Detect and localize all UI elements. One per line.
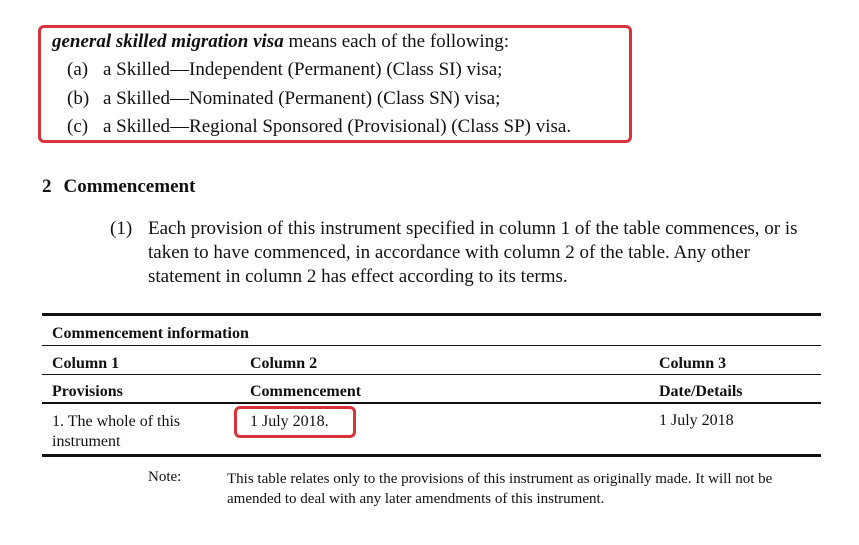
section-title: Commencement bbox=[63, 176, 196, 197]
table-row-provision: 1. The whole of this instrument bbox=[52, 413, 181, 450]
table-row-commencement: 1 July 2018. bbox=[250, 413, 329, 430]
column-header-1: Column 1 bbox=[52, 355, 120, 372]
table-header-rule bbox=[42, 402, 821, 404]
definition-lead-text: means each of the following: bbox=[283, 31, 509, 52]
note-label: Note: bbox=[148, 469, 182, 485]
item-label: (a) bbox=[67, 59, 89, 80]
definition-item-a bbox=[67, 59, 502, 81]
table-divider bbox=[42, 374, 821, 375]
table-row-date: 1 July 2018 bbox=[659, 412, 734, 429]
note-text: This table relates only to the provisions of this instrument as originally made. It will not be amended to deal with any later amendments of this instrument. bbox=[227, 471, 773, 507]
column-header-2: Column 2 bbox=[250, 355, 318, 372]
column-header-3: Column 3 bbox=[659, 355, 727, 372]
item-text: a Skilled—Regional Sponsored (Provisional) (Class SP) visa. bbox=[103, 116, 572, 137]
defined-term: general skilled migration visa bbox=[52, 31, 284, 52]
section-number: 2 bbox=[42, 176, 52, 197]
table-top-rule bbox=[42, 313, 821, 316]
definition-item-b bbox=[67, 88, 500, 110]
table-bottom-rule bbox=[42, 454, 821, 457]
definition-item-c bbox=[67, 116, 571, 138]
paragraph-text: Each provision of this instrument specified in column 1 of the table commences, or is taken to have commenced, in accordance with column 2 of the table. Any other statement in column 2 has effect according to its terms. bbox=[148, 218, 798, 287]
table-title: Commencement information bbox=[52, 325, 249, 342]
item-text: a Skilled—Independent (Permanent) (Class SI) visa; bbox=[103, 59, 503, 80]
commencement-highlight-box bbox=[234, 406, 356, 438]
table-divider bbox=[42, 345, 821, 346]
column-subheader-3: Date/Details bbox=[659, 383, 743, 400]
section-heading bbox=[42, 176, 195, 198]
definition-lead-line bbox=[52, 31, 509, 53]
item-label: (b) bbox=[67, 88, 90, 109]
column-subheader-1: Provisions bbox=[52, 383, 123, 400]
item-label: (c) bbox=[67, 116, 89, 137]
column-subheader-2: Commencement bbox=[250, 383, 362, 400]
item-text: a Skilled—Nominated (Permanent) (Class SN) visa; bbox=[103, 88, 501, 109]
paragraph-number: (1) bbox=[110, 218, 133, 239]
